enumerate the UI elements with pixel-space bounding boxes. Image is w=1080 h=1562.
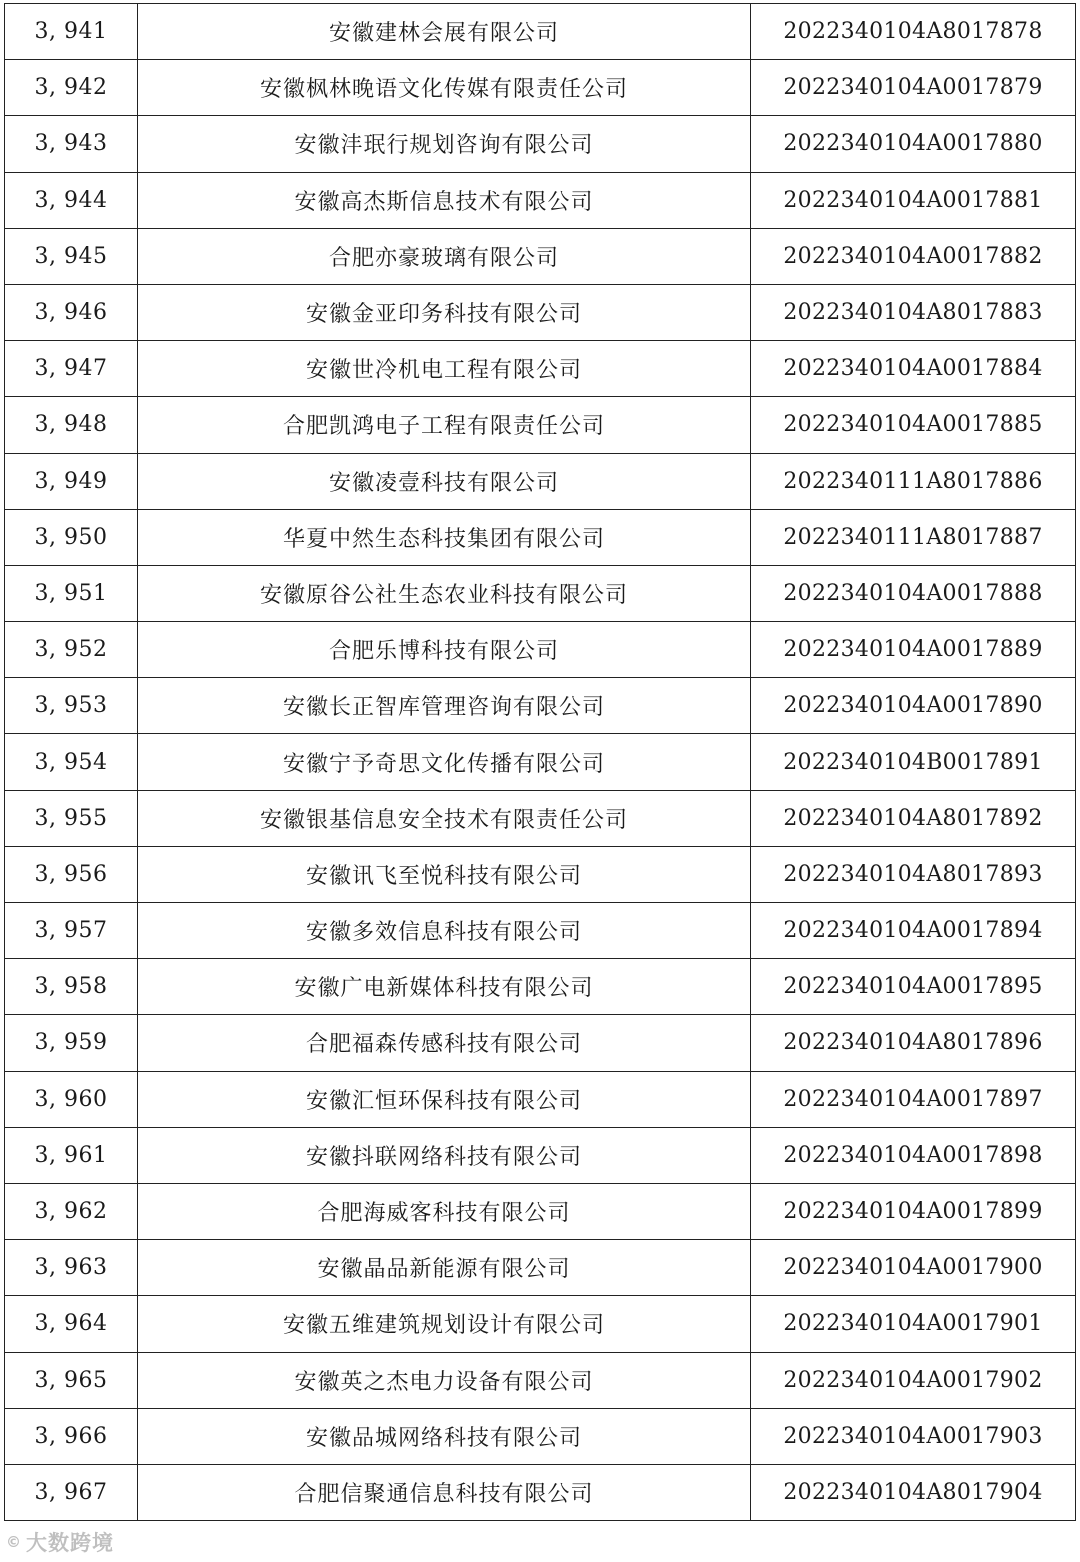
registration-code-cell: 2022340104A0017884 [751,341,1076,397]
table-row [5,1015,1076,1071]
row-number-cell: 3, 960 [5,1071,138,1127]
registration-code-cell: 2022340104A0017903 [751,1408,1076,1464]
row-number-cell: 3, 955 [5,790,138,846]
table-row [5,565,1076,621]
table-row [5,60,1076,116]
table-row [5,341,1076,397]
company-list-table-container [4,3,1075,1521]
registration-code-cell: 2022340104A0017880 [751,116,1076,172]
table-row [5,1071,1076,1127]
row-number-cell: 3, 951 [5,565,138,621]
registration-code-cell: 2022340104A0017885 [751,397,1076,453]
row-number-cell: 3, 958 [5,959,138,1015]
company-name-cell: 合肥凯鸿电子工程有限责任公司 [138,397,751,453]
row-number-cell: 3, 957 [5,903,138,959]
row-number-cell: 3, 943 [5,116,138,172]
registration-code-cell: 2022340104A0017895 [751,959,1076,1015]
company-name-cell: 安徽沣珉行规划咨询有限公司 [138,116,751,172]
table-row [5,4,1076,60]
table-row [5,284,1076,340]
registration-code-cell: 2022340104A0017901 [751,1296,1076,1352]
table-row [5,790,1076,846]
company-name-cell: 合肥福森传感科技有限公司 [138,1015,751,1071]
registration-code-cell: 2022340104A8017883 [751,284,1076,340]
table-row [5,1464,1076,1520]
company-name-cell: 安徽长正智库管理咨询有限公司 [138,678,751,734]
table-row [5,172,1076,228]
row-number-cell: 3, 950 [5,509,138,565]
company-name-cell: 安徽英之杰电力设备有限公司 [138,1352,751,1408]
registration-code-cell: 2022340111A8017887 [751,509,1076,565]
registration-code-cell: 2022340104A0017882 [751,228,1076,284]
row-number-cell: 3, 952 [5,622,138,678]
row-number-cell: 3, 964 [5,1296,138,1352]
registration-code-cell: 2022340104A0017900 [751,1240,1076,1296]
row-number-cell: 3, 947 [5,341,138,397]
registration-code-cell: 2022340104A0017897 [751,1071,1076,1127]
row-number-cell: 3, 965 [5,1352,138,1408]
table-row [5,1183,1076,1239]
registration-code-cell: 2022340104A0017889 [751,622,1076,678]
registration-code-cell: 2022340104A0017881 [751,172,1076,228]
registration-code-cell: 2022340104A0017902 [751,1352,1076,1408]
table-row [5,397,1076,453]
table-row [5,1408,1076,1464]
row-number-cell: 3, 954 [5,734,138,790]
table-row [5,509,1076,565]
registration-code-cell: 2022340104A0017888 [751,565,1076,621]
company-name-cell: 合肥信聚通信息科技有限公司 [138,1464,751,1520]
company-name-cell: 安徽多效信息科技有限公司 [138,903,751,959]
row-number-cell: 3, 949 [5,453,138,509]
row-number-cell: 3, 944 [5,172,138,228]
row-number-cell: 3, 962 [5,1183,138,1239]
company-name-cell: 安徽高杰斯信息技术有限公司 [138,172,751,228]
registration-code-cell: 2022340104A8017904 [751,1464,1076,1520]
table-row [5,116,1076,172]
registration-code-cell: 2022340104A8017896 [751,1015,1076,1071]
table-row [5,1296,1076,1352]
row-number-cell: 3, 966 [5,1408,138,1464]
company-name-cell: 安徽汇恒环保科技有限公司 [138,1071,751,1127]
company-name-cell: 安徽抖联网络科技有限公司 [138,1127,751,1183]
watermark-logo-icon: © [6,1533,22,1551]
company-name-cell: 安徽世冷机电工程有限公司 [138,341,751,397]
company-name-cell: 安徽五维建筑规划设计有限公司 [138,1296,751,1352]
table-row [5,959,1076,1015]
registration-code-cell: 2022340111A8017886 [751,453,1076,509]
company-name-cell: 合肥海威客科技有限公司 [138,1183,751,1239]
row-number-cell: 3, 942 [5,60,138,116]
row-number-cell: 3, 959 [5,1015,138,1071]
row-number-cell: 3, 953 [5,678,138,734]
table-row [5,846,1076,902]
table-row [5,622,1076,678]
table-row [5,678,1076,734]
table-row [5,228,1076,284]
registration-code-cell: 2022340104A8017878 [751,4,1076,60]
row-number-cell: 3, 963 [5,1240,138,1296]
company-name-cell: 安徽讯飞至悦科技有限公司 [138,846,751,902]
row-number-cell: 3, 941 [5,4,138,60]
table-row [5,903,1076,959]
watermark-text: 大数跨境 [26,1531,114,1555]
table-row [5,1240,1076,1296]
company-name-cell: 安徽原谷公社生态农业科技有限公司 [138,565,751,621]
company-name-cell: 安徽宁予奇思文化传播有限公司 [138,734,751,790]
company-name-cell: 安徽金亚印务科技有限公司 [138,284,751,340]
table-row [5,1352,1076,1408]
registration-code-cell: 2022340104A0017898 [751,1127,1076,1183]
row-number-cell: 3, 948 [5,397,138,453]
table-row [5,734,1076,790]
company-name-cell: 安徽建林会展有限公司 [138,4,751,60]
company-name-cell: 合肥亦豪玻璃有限公司 [138,228,751,284]
row-number-cell: 3, 967 [5,1464,138,1520]
row-number-cell: 3, 961 [5,1127,138,1183]
row-number-cell: 3, 946 [5,284,138,340]
watermark [6,1527,114,1557]
registration-code-cell: 2022340104A0017894 [751,903,1076,959]
registration-code-cell: 2022340104A8017892 [751,790,1076,846]
company-name-cell: 华夏中然生态科技集团有限公司 [138,509,751,565]
company-list-table [4,3,1076,1521]
registration-code-cell: 2022340104A0017899 [751,1183,1076,1239]
company-name-cell: 安徽广电新媒体科技有限公司 [138,959,751,1015]
registration-code-cell: 2022340104A0017879 [751,60,1076,116]
company-name-cell: 安徽枫林晚语文化传媒有限责任公司 [138,60,751,116]
company-name-cell: 安徽凌壹科技有限公司 [138,453,751,509]
table-row [5,453,1076,509]
table-row [5,1127,1076,1183]
row-number-cell: 3, 945 [5,228,138,284]
company-name-cell: 安徽品城网络科技有限公司 [138,1408,751,1464]
registration-code-cell: 2022340104A0017890 [751,678,1076,734]
company-name-cell: 安徽晶品新能源有限公司 [138,1240,751,1296]
company-name-cell: 安徽银基信息安全技术有限责任公司 [138,790,751,846]
table-body [5,4,1076,1521]
company-name-cell: 合肥乐博科技有限公司 [138,622,751,678]
registration-code-cell: 2022340104B0017891 [751,734,1076,790]
registration-code-cell: 2022340104A8017893 [751,846,1076,902]
row-number-cell: 3, 956 [5,846,138,902]
